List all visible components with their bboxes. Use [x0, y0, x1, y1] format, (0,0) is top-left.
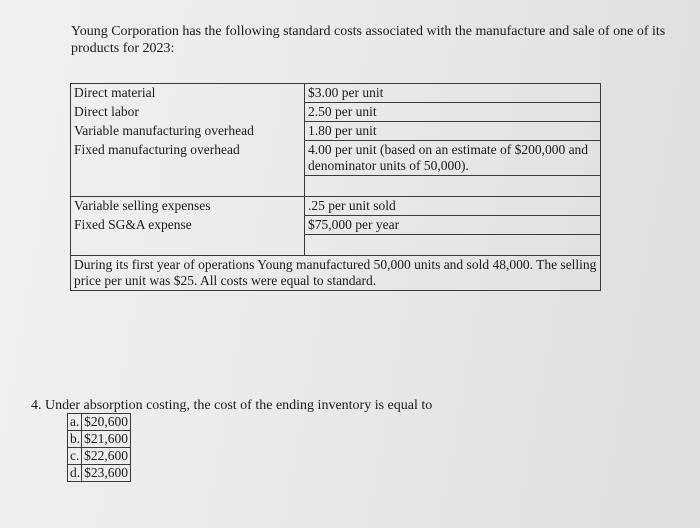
table-row	[71, 256, 601, 291]
answer-choice-b[interactable]	[68, 431, 131, 448]
expense-label: Fixed SG&A expense	[71, 216, 305, 235]
answer-choice-d[interactable]	[68, 465, 131, 482]
answer-choice-c[interactable]	[68, 448, 131, 465]
cost-label: Direct labor	[71, 103, 305, 122]
cost-value: 4.00 per unit (based on an estimate of $200,000 and denominator units of 50,000).	[305, 141, 601, 176]
choice-amount: $22,600	[82, 448, 131, 465]
table-row	[71, 216, 601, 235]
choice-letter: c.	[68, 448, 82, 465]
table-row	[71, 197, 601, 216]
operations-note: During its first year of operations Young manufactured 50,000 units and sold 48,000. The selling price per unit was $25. All costs were equal to standard.	[71, 256, 601, 291]
choice-letter: a.	[68, 414, 82, 431]
choice-amount: $23,600	[82, 465, 131, 482]
choice-letter: b.	[68, 431, 82, 448]
table-spacer-row	[71, 176, 601, 197]
answer-choices	[67, 413, 131, 482]
empty-cell	[305, 235, 601, 256]
empty-cell	[305, 176, 601, 197]
choice-amount: $21,600	[82, 431, 131, 448]
expense-value: $75,000 per year	[305, 216, 601, 235]
cost-label: Variable manufacturing overhead	[71, 122, 305, 141]
expense-label: Variable selling expenses	[71, 197, 305, 216]
cost-value: $3.00 per unit	[305, 84, 601, 103]
standard-cost-table	[70, 83, 601, 291]
table-spacer-row	[71, 235, 601, 256]
cost-label: Direct material	[71, 84, 305, 103]
empty-cell	[71, 235, 305, 256]
intro-paragraph: Young Corporation has the following standard costs associated with the manufacture and sale of one of its products for 2023:	[71, 24, 666, 56]
table-row	[71, 103, 601, 122]
table-row	[71, 122, 601, 141]
answer-choice-a[interactable]	[68, 414, 131, 431]
cost-value: 2.50 per unit	[305, 103, 601, 122]
cost-value: 1.80 per unit	[305, 122, 601, 141]
choice-amount: $20,600	[82, 414, 131, 431]
question-text: 4. Under absorption costing, the cost of the ending inventory is equal to	[31, 398, 433, 413]
expense-value: .25 per unit sold	[305, 197, 601, 216]
choice-letter: d.	[68, 465, 82, 482]
table-row	[71, 141, 601, 176]
table-row	[71, 84, 601, 103]
cost-label: Fixed manufacturing overhead	[71, 141, 305, 176]
empty-cell	[71, 176, 305, 197]
